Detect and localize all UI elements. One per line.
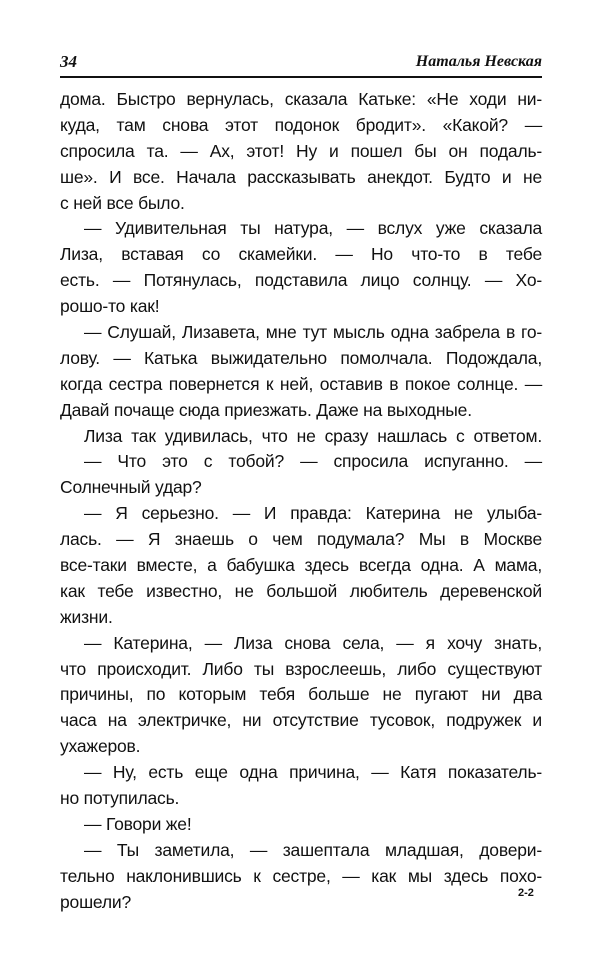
text-line: с ней все было.	[60, 192, 185, 213]
text-line: — Катерина, — Лиза снова села, — я хочу знать,	[84, 632, 542, 653]
text-line: куда, там снова этот подонок бродит». «Какой? —	[60, 114, 542, 135]
page-number: 34	[60, 52, 77, 71]
text-line: как тебе известно, не большой любитель деревенской	[60, 580, 542, 601]
text-line: но потупилась.	[60, 788, 180, 809]
text-line: дома. Быстро вернулась, сказала Катьке: «Не ходи ни-	[60, 89, 542, 109]
text-line: ше». И все. Начала рассказывать анекдот. Будто и не	[60, 166, 542, 187]
text-line: рошели?	[60, 891, 131, 912]
text-line: тельно наклонившись к сестре, — как мы здесь похо-	[60, 865, 542, 886]
running-title: Наталья Невская	[415, 53, 542, 70]
text-line: Лиза так удивилась, что не сразу нашлась с ответом.	[84, 425, 542, 446]
text-line: — Ну, есть еще одна причина, — Катя показатель-	[84, 762, 542, 783]
text-line: — Удивительная ты натура, — вслух уже сказала	[84, 218, 542, 239]
text-line: — Говори же!	[84, 813, 192, 834]
page-body-text	[60, 87, 542, 916]
text-line: жизни.	[60, 606, 113, 627]
text-line: часа на электричке, ни отсутствие тусовок, подружек и	[60, 710, 542, 731]
text-line: что происходит. Либо ты взрослеешь, либо существуют	[60, 658, 542, 679]
text-line: все-таки вместе, а бабушка здесь всегда одна. А мама,	[60, 555, 542, 576]
text-line: — Слушай, Лизавета, мне тут мысль одна забрела в го-	[84, 322, 542, 343]
text-line: — Я серьезно. — И правда: Катерина не улыба-	[84, 503, 542, 524]
text-line: Лиза, вставая со скамейки. — Но что-то в тебе	[60, 244, 542, 265]
text-line: когда сестра повернется к ней, оставив в покое солнце. —	[60, 373, 542, 394]
text-line: лась. — Я знаешь о чем подумала? Мы в Москве	[60, 529, 542, 550]
running-header	[60, 52, 542, 78]
text-line: — Что это с тобой? — спросила испуганно. —	[84, 451, 542, 472]
text-line: лову. — Катька выжидательно помолчала. Подождала,	[60, 347, 542, 368]
text-line: Солнечный удар?	[60, 477, 202, 498]
text-line: Давай почаще сюда приезжать. Даже на выходные.	[60, 399, 472, 420]
signature-mark: 2-2	[518, 887, 534, 899]
text-line: рошо-то как!	[60, 296, 160, 317]
text-line: спросила та. — Ах, этот! Ну и пошел бы он подаль-	[60, 140, 542, 161]
text-line: есть. — Потянулась, подставила лицо солнцу. — Хо-	[60, 270, 542, 291]
text-line: — Ты заметила, — зашептала младшая, довери-	[84, 839, 542, 860]
text-line: ухажеров.	[60, 736, 141, 757]
text-line: причины, по которым тебя больше не пугают ни два	[60, 684, 542, 705]
